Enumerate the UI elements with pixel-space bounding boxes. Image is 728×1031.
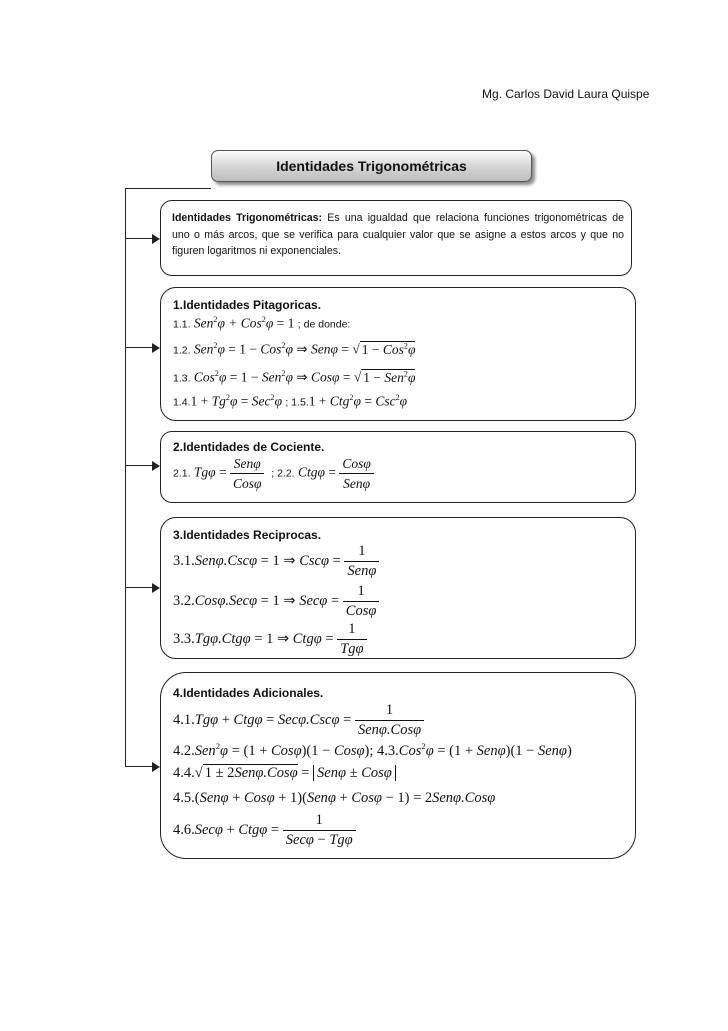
identity-3-2: 3.2.Cosφ.Secφ = 1 ⇒ Secφ = $\frac{1}{\text{Cosφ}}$ (173, 582, 379, 621)
identity-4-6: 4.6.Secφ + Ctgφ = $\frac{1}{\text{Secφ − Tgφ}}$ (173, 811, 356, 850)
connector-top (125, 188, 211, 189)
identity-4-2-4-3: 4.2.Sen$^2$φ = (1 + Cosφ)(1 − Cosφ); 4.3.Cos$^2$φ = (1 + Senφ)(1 − Senφ) (173, 741, 572, 760)
arrow-cociente (125, 465, 153, 466)
arrow-pitagoricas (125, 347, 153, 348)
definition-box (160, 200, 632, 276)
definition-body: Es una igualdad que relaciona funciones trigonométricas de uno o más arcos, que se verifica para cualquier valor que se asigne a estos arcos y que no figuren logaritmos ni exponenciales. (172, 212, 625, 257)
cociente-box (160, 431, 636, 503)
identity-4-5: 4.5.(Senφ + Cosφ + 1)(Senφ + Cosφ − 1) = 2Senφ.Cosφ (173, 790, 496, 806)
cociente-heading: 2.Identidades de Cociente. (173, 440, 325, 454)
adicionales-heading: 4.Identidades Adicionales. (173, 686, 324, 700)
reciprocas-box (160, 517, 636, 659)
identity-1-2: 1.2. Sen$^2$φ = 1 − Cos$^2$φ ⇒ Senφ = √ 1 − Cos$^2$φ (173, 341, 416, 357)
reciprocas-heading: 3.Identidades Reciprocas. (173, 528, 322, 542)
definition-term: Identidades Trigonométricas: (172, 212, 323, 224)
page-title: Identidades Trigonométricas (211, 150, 532, 182)
identity-4-4: 4.4.√ 1 ± 2Senφ.Cosφ = Senφ ± Cosφ (173, 765, 396, 782)
identity-1-4-1-5: $1.4.1 + Tg^2\varphi = Sec^2\varphi$ ; 1.5.1 + Ctg$^2$φ = Csc$^2$φ (173, 393, 408, 409)
identity-2-1-2-2: 2.1. Tgφ = $\frac{\text{Senφ}}{\text{Cosφ}}$ ; 2.2. Ctgφ = $\frac{\text{Cosφ}}{\text{Senφ}}$ (173, 454, 374, 493)
definition-text (172, 210, 624, 260)
identity-3-1: 3.1.Senφ.Cscφ = 1 ⇒ Cscφ = $\frac{1}{\text{Senφ}}$ (173, 542, 379, 581)
connector-line (125, 188, 126, 767)
identity-1-3: 1.3. Cos$^2$φ = 1 − Sen$^2$φ ⇒ Cosφ = √ 1 − Sen$^2$φ (173, 369, 416, 385)
arrow-definition (125, 238, 153, 239)
author-name: Mg. Carlos David Laura Quispe (482, 87, 650, 101)
arrow-adicionales (125, 766, 153, 767)
pitagoricas-heading: 1.Identidades Pitagoricas. (173, 298, 322, 312)
identity-4-1: 4.1.Tgφ + Ctgφ = Secφ.Cscφ = $\frac{1}{\text{Senφ.Cosφ}}$ (173, 701, 424, 740)
adicionales-box (160, 672, 636, 859)
identity-3-3: 3.3.Tgφ.Ctgφ = 1 ⇒ Ctgφ = $\frac{1}{\text{Tgφ}}$ (173, 620, 367, 659)
arrow-reciprocas (125, 587, 153, 588)
pitagoricas-box (160, 287, 636, 421)
identity-1-1: 1.1. Sen$^2$φ + Cos$^2$φ = 1 ; de donde: (173, 315, 351, 331)
